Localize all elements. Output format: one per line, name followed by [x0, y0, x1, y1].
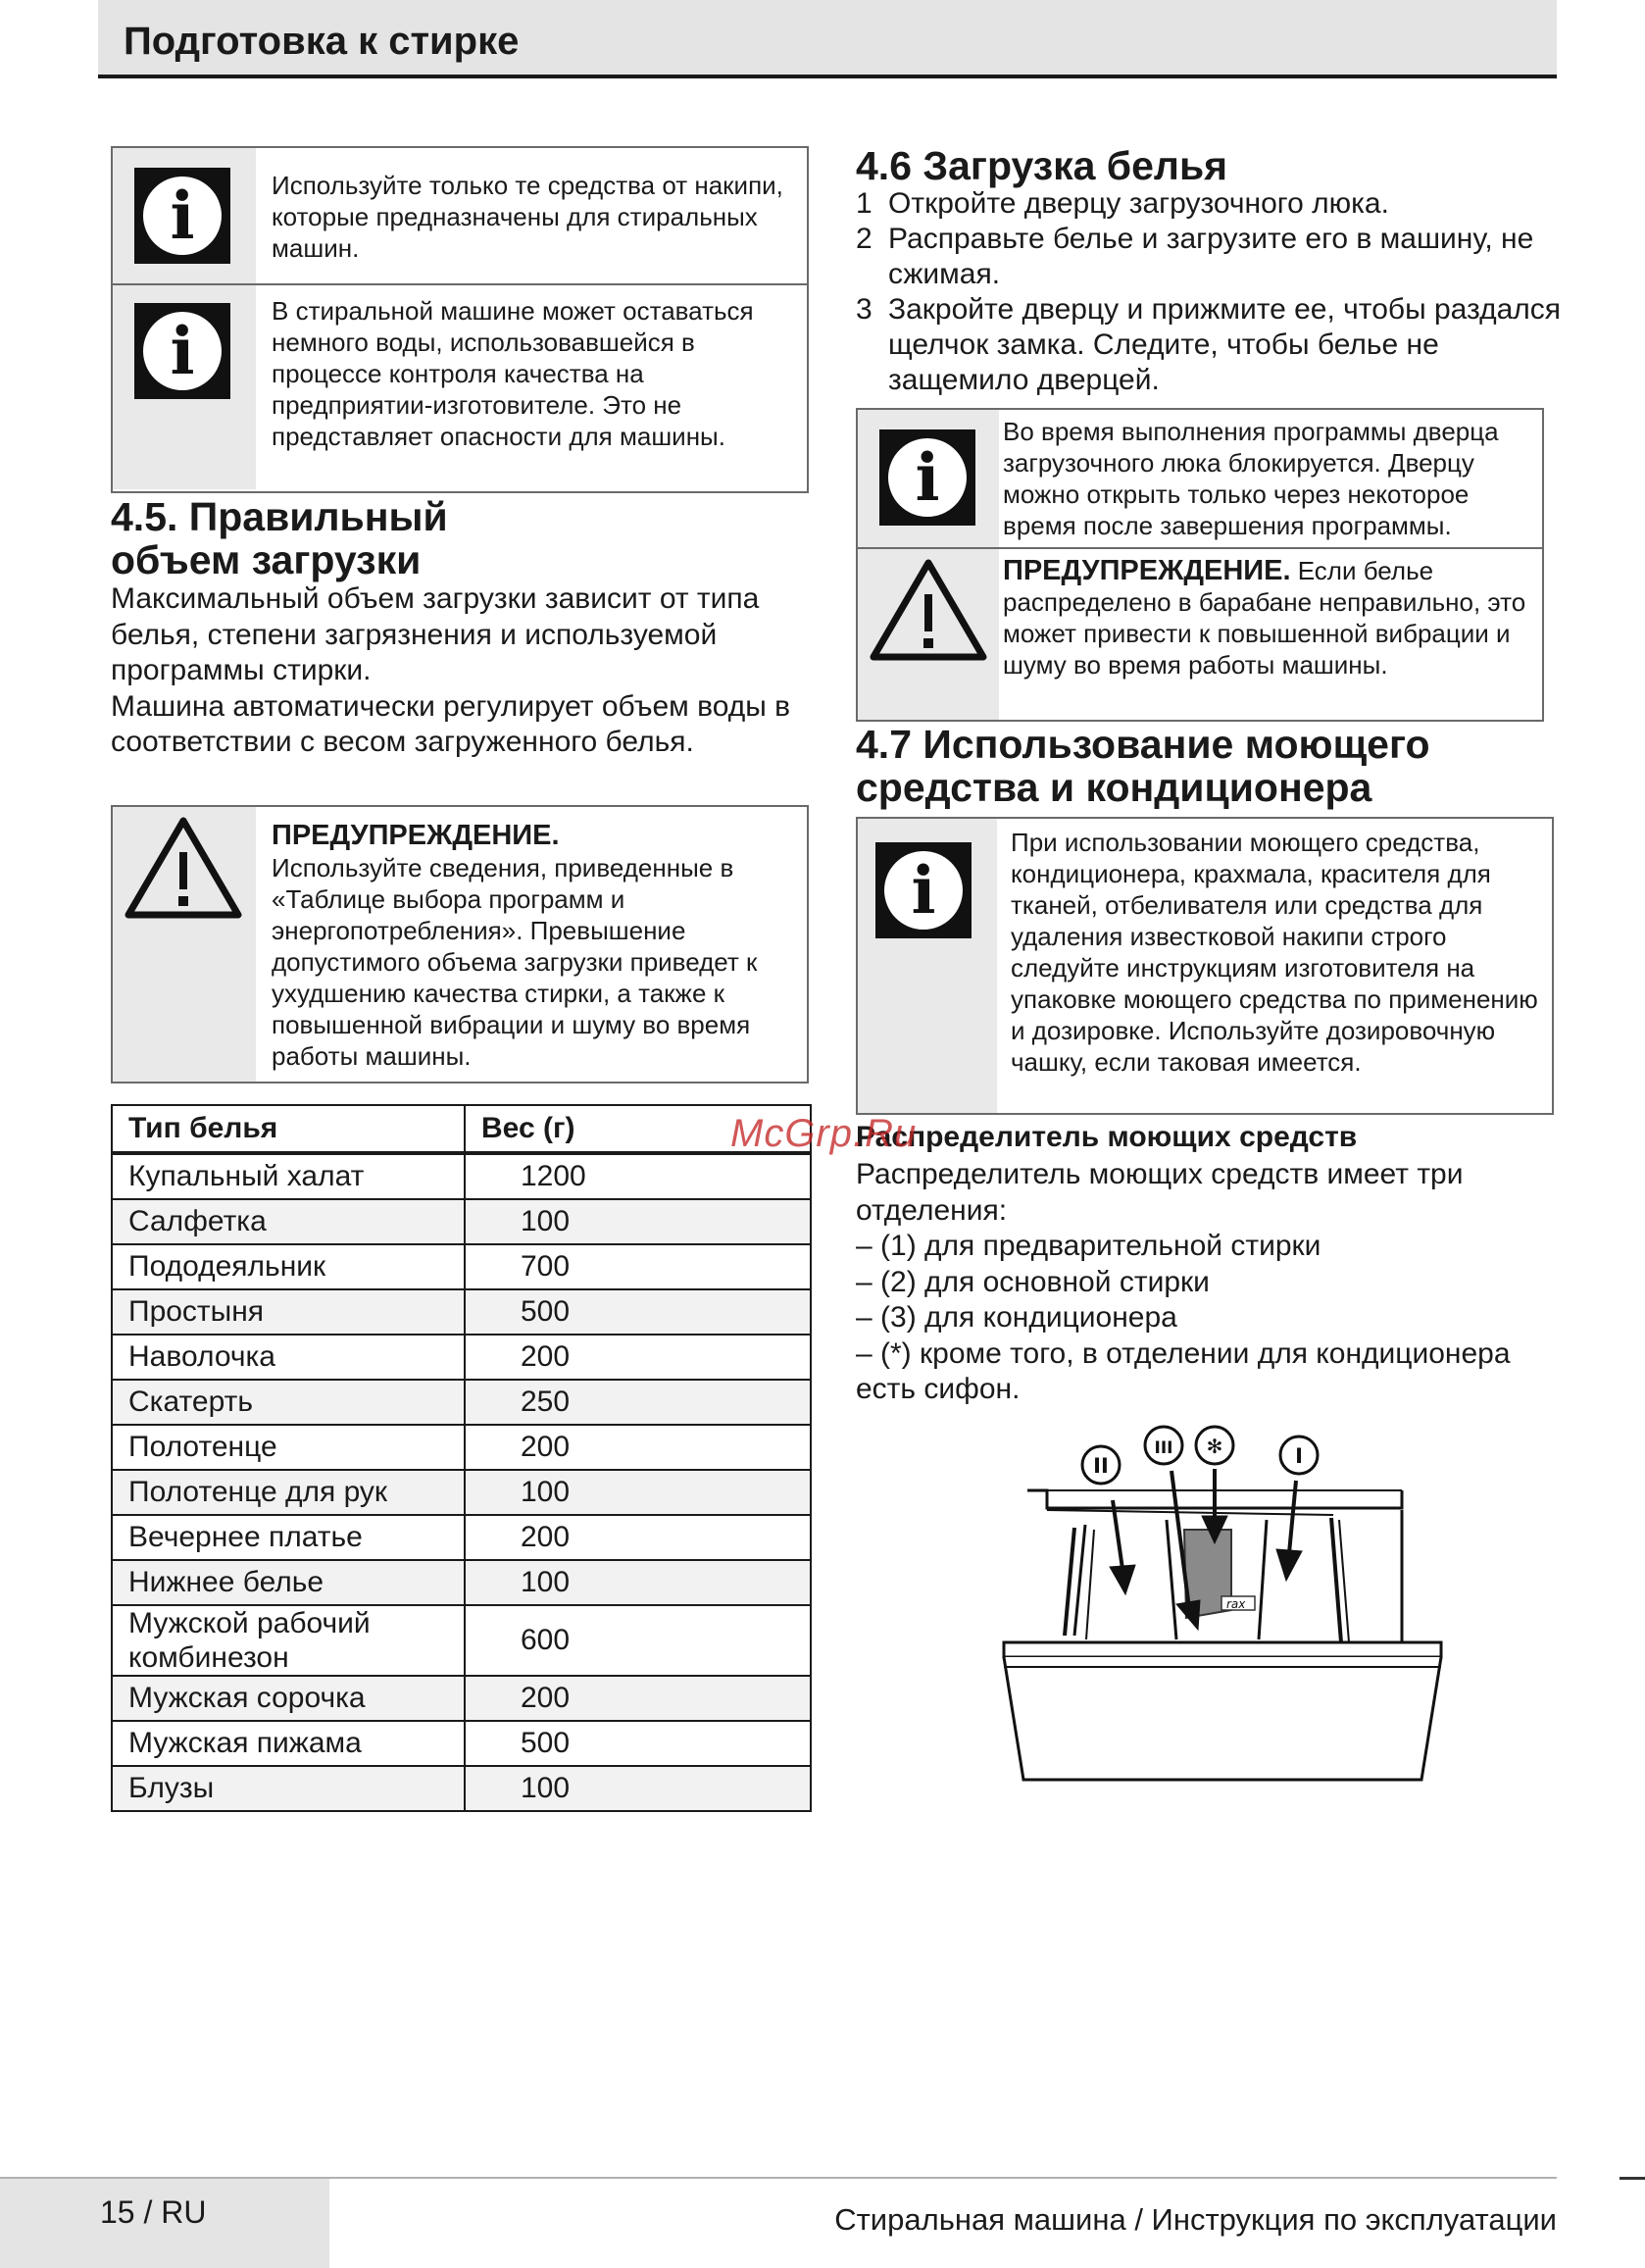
step-text: Расправьте белье и загрузите его в машину, не сжимая. [888, 223, 1534, 290]
cell-weight: 250 [465, 1380, 811, 1425]
paragraph: Машина автоматически регулирует объем воды в соответствии с весом загруженного белья. [111, 689, 791, 758]
cell-type: Простыня [112, 1289, 465, 1335]
cell-weight: 100 [465, 1470, 811, 1515]
cell-type: Полотенце для рук [112, 1470, 465, 1515]
cell-weight: 200 [465, 1676, 811, 1721]
watermark: McGrp.Ru [730, 1112, 918, 1155]
warning-note-vibration [858, 547, 1542, 720]
column-header: Тип белья [112, 1105, 465, 1153]
cell-type: Мужской рабочий комбинезон [112, 1605, 465, 1676]
cell-weight: 600 [465, 1605, 811, 1676]
table-row [112, 1721, 811, 1766]
info-note-door [858, 410, 1542, 547]
section-4-5-body [111, 581, 797, 761]
cell-weight: 700 [465, 1244, 811, 1289]
cell-weight: 100 [465, 1199, 811, 1244]
loading-steps [856, 186, 1562, 398]
heading-line: средства и кондиционера [856, 765, 1372, 810]
step-text: Закройте дверцу и прижмите ее, чтобы раздался щелчок замка. Следите, чтобы белье не защемило дверцей. [888, 293, 1562, 396]
cell-weight: 200 [465, 1335, 811, 1380]
compartment-label-ii [1082, 1446, 1120, 1484]
cell-type: Нижнее белье [112, 1560, 465, 1605]
warning-body: Используйте сведения, приведенные в «Таблице выбора программ и энергопотребления». Превышение допустимого объема загрузки приведет к ухудшению качества стирки, а также к повышенной вибрации и шуму во время работы машины. [272, 853, 758, 1071]
info-icon: i [134, 168, 230, 264]
warning-text [272, 819, 796, 1072]
cell-type: Купальный халат [112, 1153, 465, 1199]
table-row [112, 1605, 811, 1676]
cell-type: Скатерть [112, 1380, 465, 1425]
cell-weight: 500 [465, 1721, 811, 1766]
page-number: 15 / RU [100, 2194, 207, 2230]
svg-text:✻: ✻ [1206, 1435, 1223, 1458]
step-item [856, 292, 1562, 398]
table-row [112, 1676, 811, 1721]
cell-type: Вечернее платье [112, 1515, 465, 1560]
cell-type: Салфетка [112, 1199, 465, 1244]
warning-title: ПРЕДУПРЕЖДЕНИЕ. [1003, 555, 1291, 586]
cell-type: Мужская сорочка [112, 1676, 465, 1721]
info-notes-top [111, 146, 809, 493]
table-row [112, 1289, 811, 1335]
document-title: Стиральная машина / Инструкция по эксплуатации [834, 2202, 1557, 2237]
step-text: Откройте дверцу загрузочного люка. [888, 187, 1389, 220]
cell-type: Наволочка [112, 1335, 465, 1380]
table-row [112, 1766, 811, 1811]
cell-type: Полотенце [112, 1425, 465, 1470]
compartment-label-i [1280, 1436, 1318, 1474]
info-note-2 [113, 283, 807, 489]
paragraph: Распределитель моющих средств имеет три отделения: [856, 1158, 1464, 1227]
cell-weight: 500 [465, 1289, 811, 1335]
table-row [112, 1199, 811, 1244]
info-icon: i [875, 842, 972, 938]
warning-body: Если белье распределено в барабане неправильно, это может привести к повышенной вибрации и шуму во время работы машины. [1003, 556, 1526, 680]
heading-line: объем загрузки [111, 537, 422, 582]
arrow-icon [1110, 1500, 1135, 1594]
cell-weight: 200 [465, 1515, 811, 1560]
brand-mark: rax [1226, 1597, 1246, 1611]
list-item: – (*) кроме того, в отделении для кондиционера есть сифон. [856, 1336, 1511, 1405]
arrow-icon [1276, 1481, 1302, 1581]
warning-triangle-icon [868, 557, 989, 665]
table-row [112, 1335, 811, 1380]
table-row [112, 1153, 811, 1199]
step-number: 2 [856, 223, 872, 255]
detergent-dispenser-diagram [990, 1422, 1461, 1794]
cell-weight: 100 [465, 1560, 811, 1605]
page-title: Подготовка к стирке [124, 20, 520, 63]
cell-type: Мужская пижама [112, 1721, 465, 1766]
section-heading-4-6: 4.6 Загрузка белья [856, 143, 1228, 188]
info-icon: i [134, 303, 230, 399]
column-header: Вес (г) [465, 1105, 811, 1153]
warning-text [1003, 555, 1532, 680]
svg-text:III: III [1154, 1438, 1173, 1458]
step-item [856, 222, 1562, 292]
compartment-label-softener [1196, 1427, 1233, 1464]
dispenser-heading: Распределитель моющих средств [856, 1121, 1358, 1153]
step-number: 3 [856, 293, 872, 326]
info-note-text: Используйте только те средства от накипи, которые предназначены для стиральных машин. [272, 171, 783, 263]
warning-triangle-icon [123, 815, 244, 923]
cell-weight: 100 [465, 1766, 811, 1811]
heading-line: 4.5. Правильный [111, 494, 448, 539]
warning-title: ПРЕДУПРЕЖДЕНИЕ. [272, 820, 560, 851]
info-note-text: При использовании моющего средства, кондиционера, крахмала, красителя для тканей, отбеливателя или средства для удаления известковой накипи строго следуйте инструкциям изготовителя на упаковке моющего средства по применению и дозировке. Используйте дозировочную чашку, если таковая имеется. [1011, 828, 1538, 1077]
heading-line: 4.7 Использование моющего [856, 722, 1430, 767]
warning-note [111, 805, 809, 1084]
table-row [112, 1380, 811, 1425]
cell-weight: 200 [465, 1425, 811, 1470]
table-row [112, 1515, 811, 1560]
section-heading-4-5 [111, 495, 448, 581]
table-row [112, 1244, 811, 1289]
corner-mark [1620, 2177, 1645, 2180]
table-row [112, 1425, 811, 1470]
info-note-1 [113, 148, 807, 283]
door-notes [856, 408, 1544, 722]
svg-text:II: II [1093, 1454, 1109, 1478]
detergent-note [856, 817, 1554, 1115]
info-note-text: Во время выполнения программы дверца загрузочного люка блокируется. Дверцу можно открыть только через некоторое время после завершения программы. [1003, 417, 1499, 540]
compartment-label-iii [1145, 1427, 1182, 1464]
table-row [112, 1470, 811, 1515]
step-number: 1 [856, 187, 872, 220]
cell-type: Блузы [112, 1766, 465, 1811]
svg-text:I: I [1295, 1444, 1303, 1468]
step-item [856, 186, 1562, 222]
cell-weight: 1200 [465, 1153, 811, 1199]
dispenser-description [856, 1157, 1552, 1408]
list-item: – (1) для предварительной стирки [856, 1230, 1321, 1262]
laundry-weight-table [111, 1104, 812, 1812]
table-row [112, 1560, 811, 1605]
list-item: – (3) для кондиционера [856, 1301, 1177, 1334]
table-header-row [112, 1105, 811, 1153]
list-item: – (2) для основной стирки [856, 1265, 1210, 1298]
info-note-text: В стиральной машине может оставаться немного воды, использовавшейся в процессе контроля качества на предприятии-изготовителе. Это не представляет опасности для машины. [272, 296, 754, 451]
section-heading-4-7 [856, 723, 1430, 809]
paragraph: Максимальный объем загрузки зависит от типа белья, степени загрязнения и используемой программы стирки. [111, 582, 760, 686]
cell-type: Пододеяльник [112, 1244, 465, 1289]
info-icon: i [879, 429, 975, 526]
